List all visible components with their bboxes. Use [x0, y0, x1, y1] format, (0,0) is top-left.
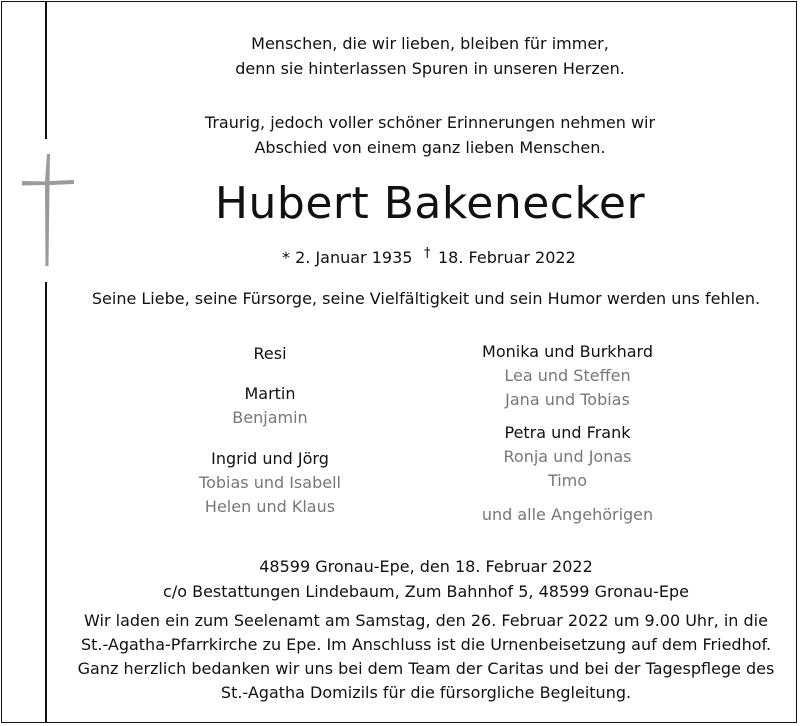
birth-date: * 2. Januar 1935 [282, 248, 413, 267]
verse-line-1: Menschen, die wir lieben, bleiben für immer, [251, 34, 609, 53]
mourner-family-2-children-1: Ronja und Jonas [503, 447, 632, 466]
mourner-family-1: Monika und Burkhard [482, 342, 653, 361]
intro-line-2: Abschied von einem ganz lieben Menschen. [254, 138, 606, 157]
service-line-1: Wir laden ein zum Seelenamt am Samstag, den 26. Februar 2022 um 9.00 Uhr, in die [84, 611, 768, 630]
mourners-left [195, 342, 345, 519]
vertical-rule-bottom [45, 282, 47, 723]
mourner-spouse: Resi [253, 344, 287, 363]
mourner-grandchildren-1: Tobias und Isabell [199, 473, 341, 492]
mourner-daughter: Ingrid und Jörg [211, 449, 329, 468]
mourners-right [470, 340, 665, 527]
intro-line-1: Traurig, jedoch voller schöner Erinnerungen nehmen wir [204, 113, 656, 132]
mourner-grandchild: Benjamin [232, 408, 308, 427]
deceased-name: Hubert Bakenecker [214, 178, 646, 229]
place-date: 48599 Gronau-Epe, den 18. Februar 2022 [259, 557, 593, 576]
mourner-family-2-children-2: Timo [547, 471, 588, 490]
mourner-family-1-children-2: Jana und Tobias [505, 390, 630, 409]
verse-line-2: denn sie hinterlassen Spuren in unseren Herzen. [235, 59, 625, 78]
thanks-line-1: Ganz herzlich bedanken wir uns bei dem Team der Caritas und bei der Tagespflege des [77, 659, 775, 678]
death-date: 18. Februar 2022 [438, 248, 576, 267]
death-symbol: † [424, 246, 431, 261]
thanks-line-2: St.-Agatha Domizils für die fürsorgliche Begleitung. [220, 683, 632, 702]
mourner-family-2: Petra und Frank [504, 423, 631, 442]
mourner-others: und alle Angehörigen [481, 505, 654, 524]
funeral-home-address: c/o Bestattungen Lindebaum, Zum Bahnhof 5, 48599 Gronau-Epe [163, 582, 689, 601]
mourner-family-1-children-1: Lea und Steffen [504, 366, 631, 385]
service-line-2: St.-Agatha-Pfarrkirche zu Epe. Im Anschluss ist die Urnenbeisetzung auf dem Friedhof. [80, 635, 772, 654]
mourner-son: Martin [244, 384, 296, 403]
tribute-text: Seine Liebe, seine Fürsorge, seine Vielfältigkeit und sein Humor werden uns fehlen. [91, 289, 761, 308]
mourner-grandchildren-2: Helen und Klaus [204, 497, 336, 516]
